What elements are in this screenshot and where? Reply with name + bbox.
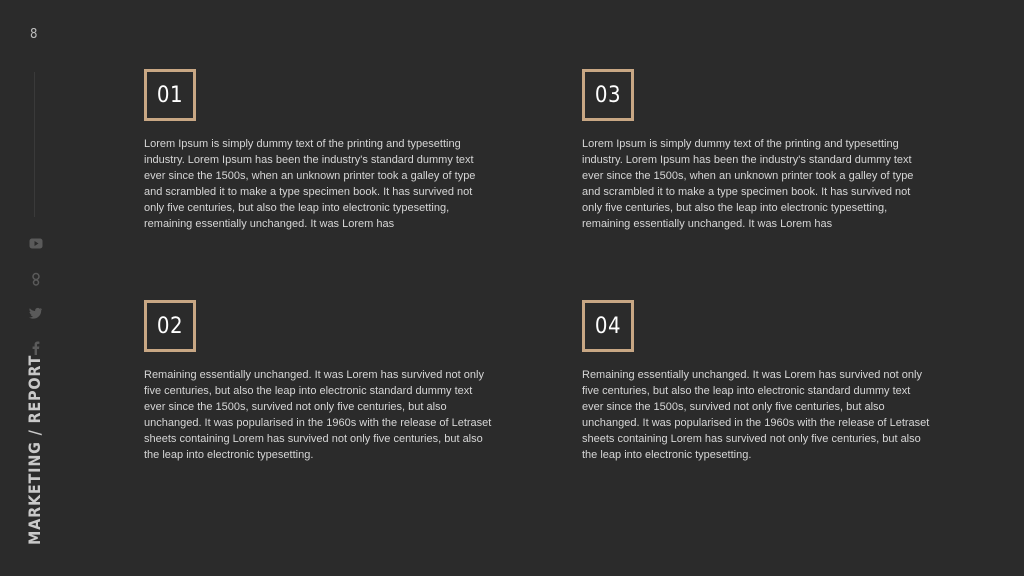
content-block-03 <box>582 69 932 230</box>
block-text: Remaining essentially unchanged. It was Lorem has survived not only five centuries, but also the leap into electronic standard dummy text ever since the 1500s, survived not only five centuries, but also unchanged. It was popularised in the 1960s with the release of Letraset sheets containing Lorem has survived not only five centuries, but also the leap into electronic typesetting. <box>144 369 492 461</box>
block-number: 04 <box>594 313 622 339</box>
page-number: 8 <box>30 27 38 42</box>
number-box <box>582 300 634 352</box>
block-number: 03 <box>594 82 622 108</box>
youtube-icon[interactable] <box>27 234 45 252</box>
number-box <box>144 69 196 121</box>
twitter-icon[interactable] <box>27 304 45 322</box>
vertical-section-label: MARKETING / REPORT <box>25 354 44 545</box>
block-number: 02 <box>156 313 184 339</box>
number-box <box>144 300 196 352</box>
google-icon[interactable] <box>27 270 45 288</box>
content-block-04 <box>582 300 932 461</box>
block-text: Lorem Ipsum is simply dummy text of the printing and typesetting industry. Lorem Ipsum has been the industry's standard dummy text ever since the 1500s, when an unknown printer took a galley of type and scrambled it to make a type specimen book. It has survived not only five centuries, but also the leap into electronic typesetting, remaining essentially unchanged. It was Lorem has <box>144 138 476 230</box>
block-number: 01 <box>156 82 184 108</box>
content-block-01 <box>144 69 494 230</box>
content-block-02 <box>144 300 494 461</box>
block-text: Remaining essentially unchanged. It was Lorem has survived not only five centuries, but also the leap into electronic standard dummy text ever since the 1500s, survived not only five centuries, but also unchanged. It was popularised in the 1960s with the release of Letraset sheets containing Lorem has survived not only five centuries, but also the leap into electronic typesetting. <box>582 369 930 461</box>
number-box <box>582 69 634 121</box>
block-text: Lorem Ipsum is simply dummy text of the printing and typesetting industry. Lorem Ipsum has been the industry's standard dummy text ever since the 1500s, when an unknown printer took a galley of type and scrambled it to make a type specimen book. It has survived not only five centuries, but also the leap into electronic typesetting, remaining essentially unchanged. It was Lorem has <box>582 138 914 230</box>
side-divider-line <box>34 72 35 217</box>
